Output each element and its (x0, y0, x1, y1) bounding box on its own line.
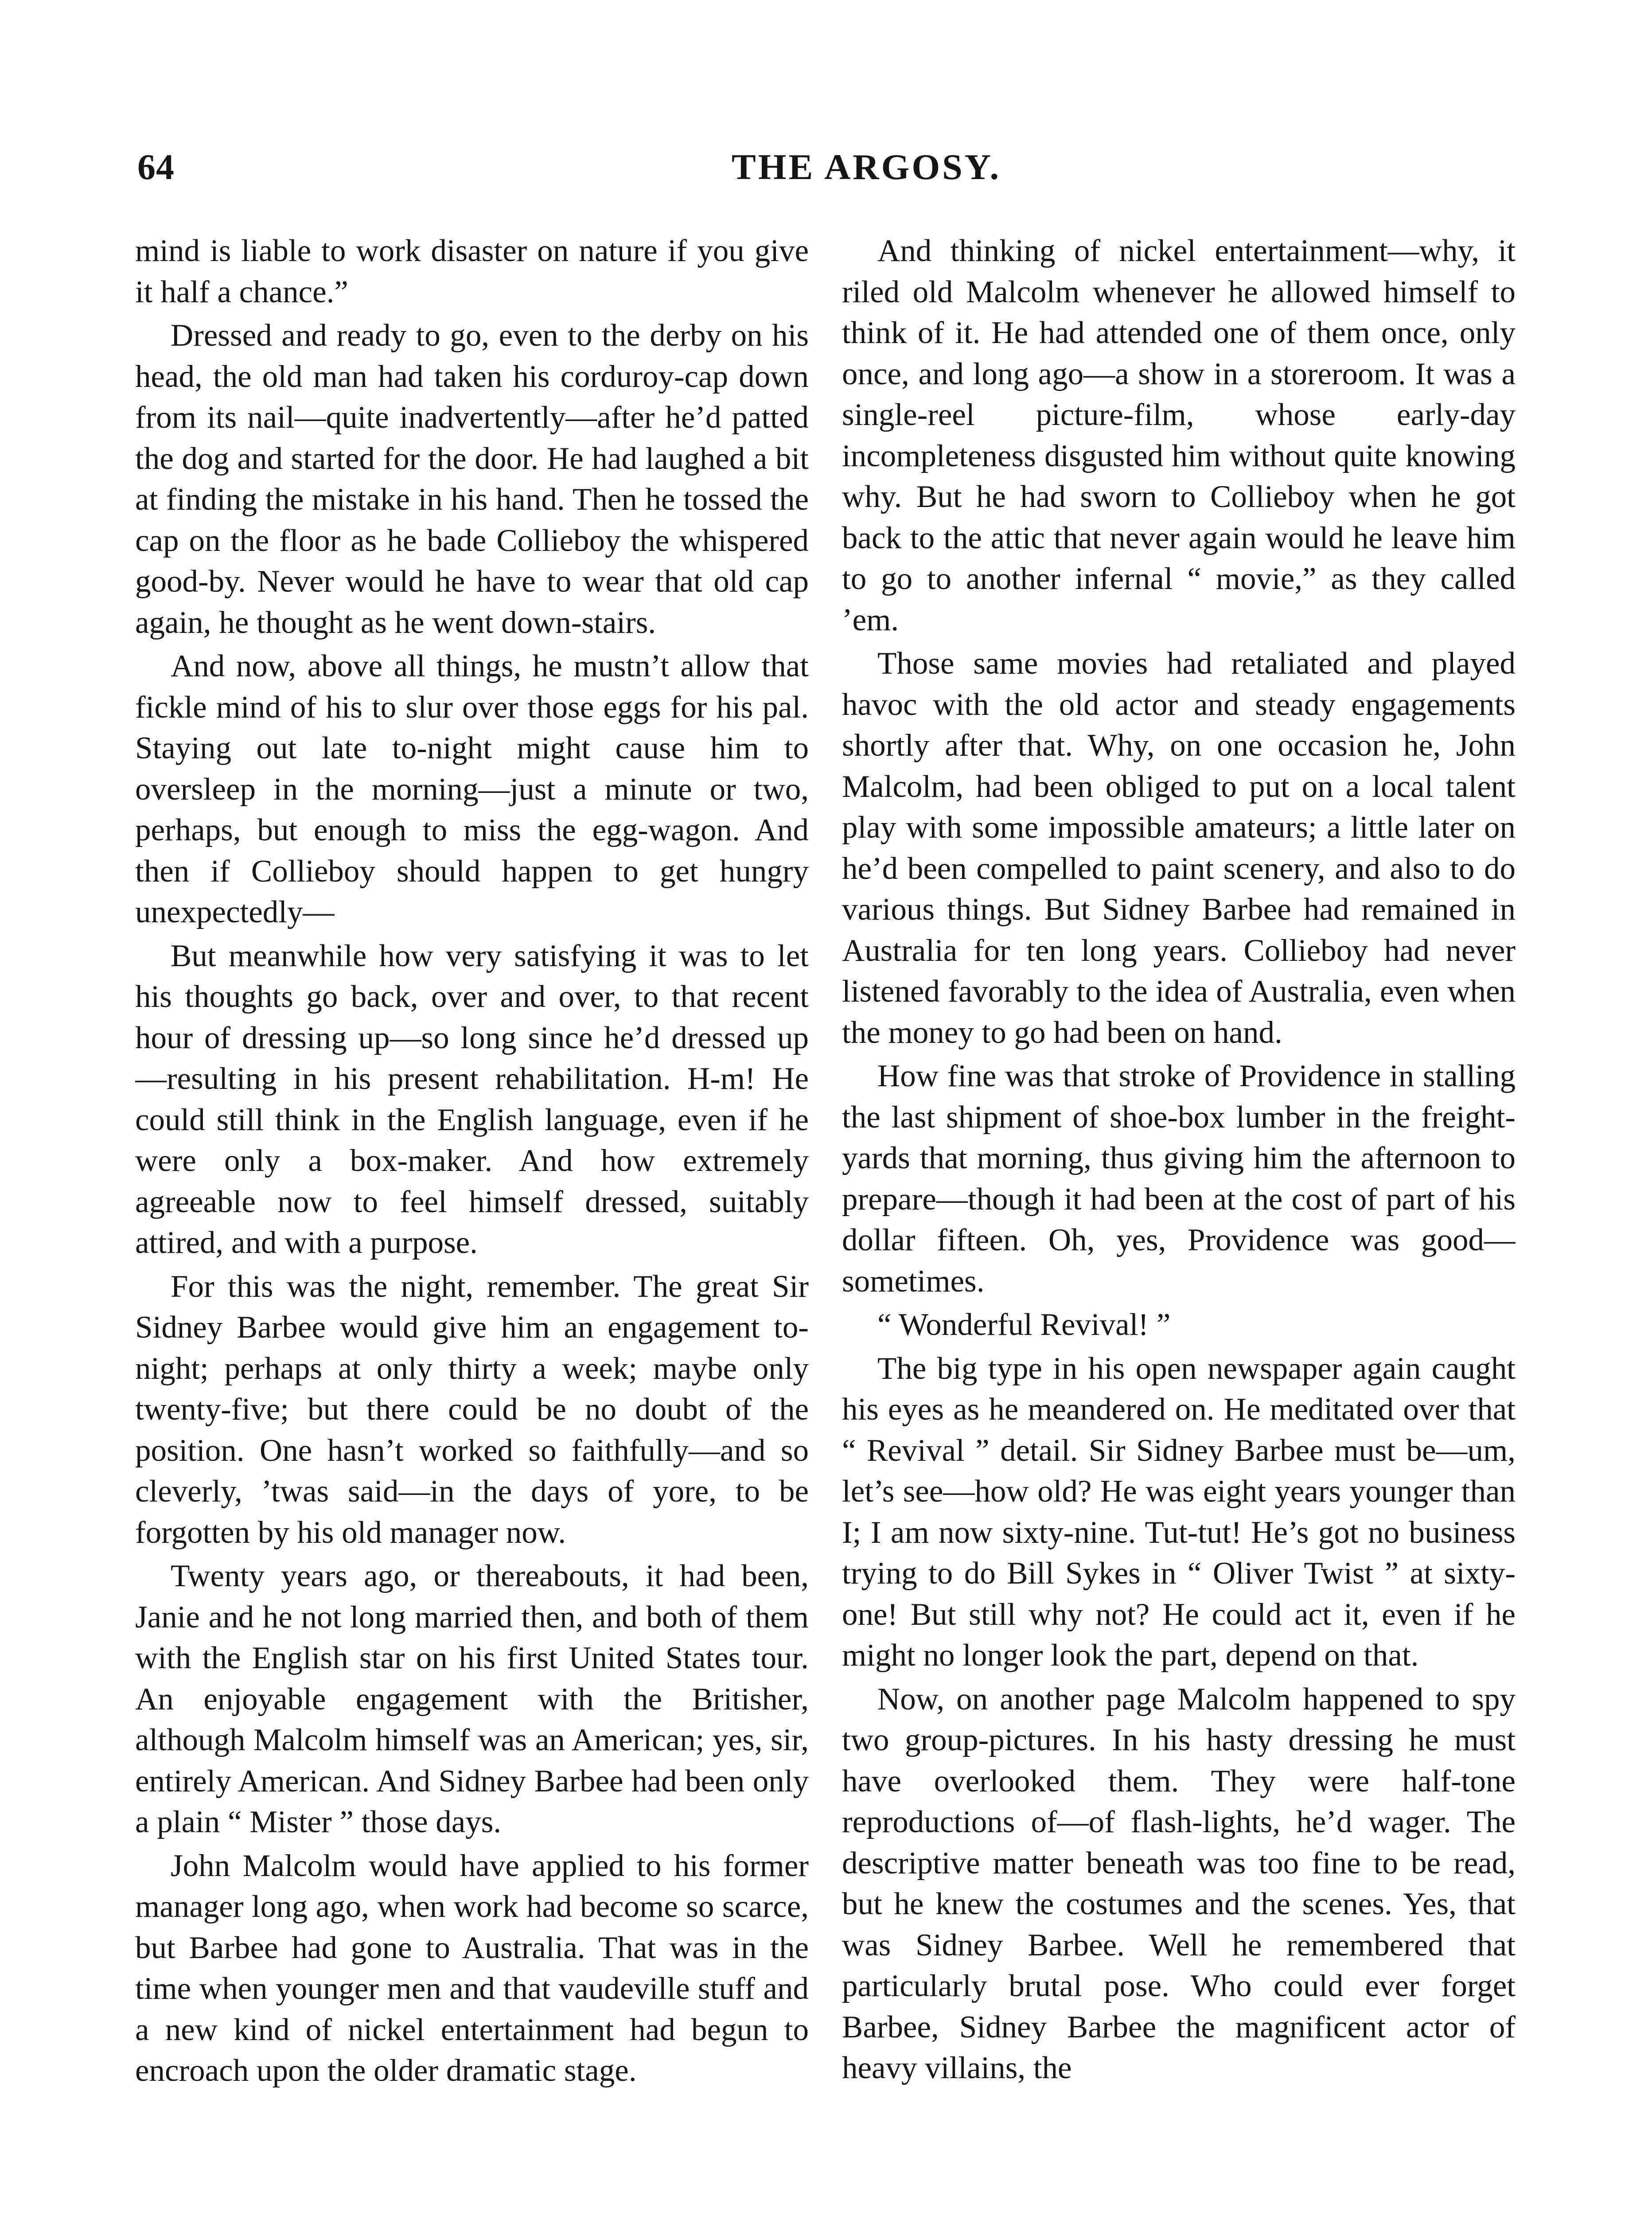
running-head: THE ARGOSY. (732, 147, 1001, 187)
left-column (135, 230, 809, 2216)
paragraph: John Malcolm would have applied to his former manager long ago, when work had become so scarce, but Barbee had gone to Australia. That was in the time when younger men and that vaudeville stuff and a new kind of nickel entertainment had begun to encroach upon the older dramatic stage. (135, 1848, 809, 2088)
paragraph: “ Wonderful Revival! ” (877, 1307, 1171, 1342)
paragraph: The big type in his open newspaper again caught his eyes as he meandered on. He meditated over that “ Revival ” detail. Sir Sidney Barbee must be—um, let’s see—how old? He was eight years younger than I; I am now sixty-nine. Tut-tut! He’s got no business trying to do Bill Sykes in “ Oliver Twist ” at sixty-one! But still why not? He could act it, even if he might no longer look the part, depend on that. (842, 1351, 1516, 1673)
right-column (842, 230, 1516, 2216)
paragraph: Twenty years ago, or thereabouts, it had been, Janie and he not long married then, and both of them with the English star on his first United States tour. An enjoyable engagement with the Britisher, although Malcolm himself was an American; yes, sir, entirely American. And Sidney Barbee had been only a plain “ Mister ” those days. (135, 1559, 809, 1839)
page-header (137, 146, 1595, 199)
paragraph: Now, on another page Malcolm happened to spy two group-pictures. In his hasty dressing he must have overlooked them. They were half-tone reproductions of—of flash-lights, he’d wager. The descriptive matter beneath was too fine to be read, but he knew the costumes and the scenes. Yes, that was Sidney Barbee. Well he remembered that particularly brutal pose. Who could ever forget Barbee, Sidney Barbee the magnificent actor of heavy villains, the (842, 1682, 1516, 2085)
paragraph: But meanwhile how very satisfying it was to let his thoughts go back, over and over, to that recent hour of dressing up—so long since he’d dressed up—resulting in his present rehabilitation. H-m! He could still think in the English language, even if he were only a box-maker. And how extremely agreeable now to feel himself dressed, suitably attired, and with a purpose. (135, 938, 809, 1260)
paragraph: Those same movies had retaliated and played havoc with the old actor and steady engagements shortly after that. Why, on one occasion he, John Malcolm, had been obliged to put on a local talent play with some impossible amateurs; a little later on he’d been compelled to paint scenery, and also to do various things. But Sidney Barbee had remained in Australia for ten long years. Collieboy had never listened favorably to the idea of Australia, even when the money to go had been on hand. (842, 646, 1516, 1050)
paragraph: Dressed and ready to go, even to the derby on his head, the old man had taken his corduroy-cap down from its nail—quite inadvertently—after he’d patted the dog and started for the door. He had laughed a bit at finding the mistake in his hand. Then he tossed the cap on the floor as he bade Collieboy the whispered good-by. Never would he have to wear that old cap again, he thought as he went down-stairs. (135, 318, 809, 640)
paragraph: mind is liable to work disaster on nature if you give it half a chance.” (135, 234, 809, 309)
page-number: 64 (137, 147, 175, 187)
paragraph: For this was the night, remember. The great Sir Sidney Barbee would give him an engagement to-night; perhaps at only thirty a week; maybe only twenty-five; but there could be no doubt of the position. One hasn’t worked so faithfully—and so cleverly, ’twas said—in the days of yore, to be forgotten by his old manager now. (135, 1269, 809, 1550)
paragraph: And thinking of nickel entertainment—why, it riled old Malcolm whenever he allowed himself to think of it. He had attended one of them once, only once, and long ago—a show in a storeroom. It was a single-reel picture-film, whose early-day incompleteness disgusted him without quite knowing why. But he had sworn to Collieboy when he got back to the attic that never again would he leave him to go to another infernal “ movie,” as they called ’em. (842, 234, 1516, 637)
paragraph: How fine was that stroke of Providence in stalling the last shipment of shoe-box lumber in the freight-yards that morning, thus giving him the afternoon to prepare—though it had been at the cost of part of his dollar fifteen. Oh, yes, Providence was good—sometimes. (842, 1059, 1516, 1299)
paragraph: And now, above all things, he mustn’t allow that fickle mind of his to slur over those eggs for his pal. Staying out late to-night might cause him to oversleep in the morning—just a minute or two, perhaps, but enough to miss the egg-wagon. And then if Collieboy should happen to get hungry unexpectedly— (135, 649, 809, 929)
